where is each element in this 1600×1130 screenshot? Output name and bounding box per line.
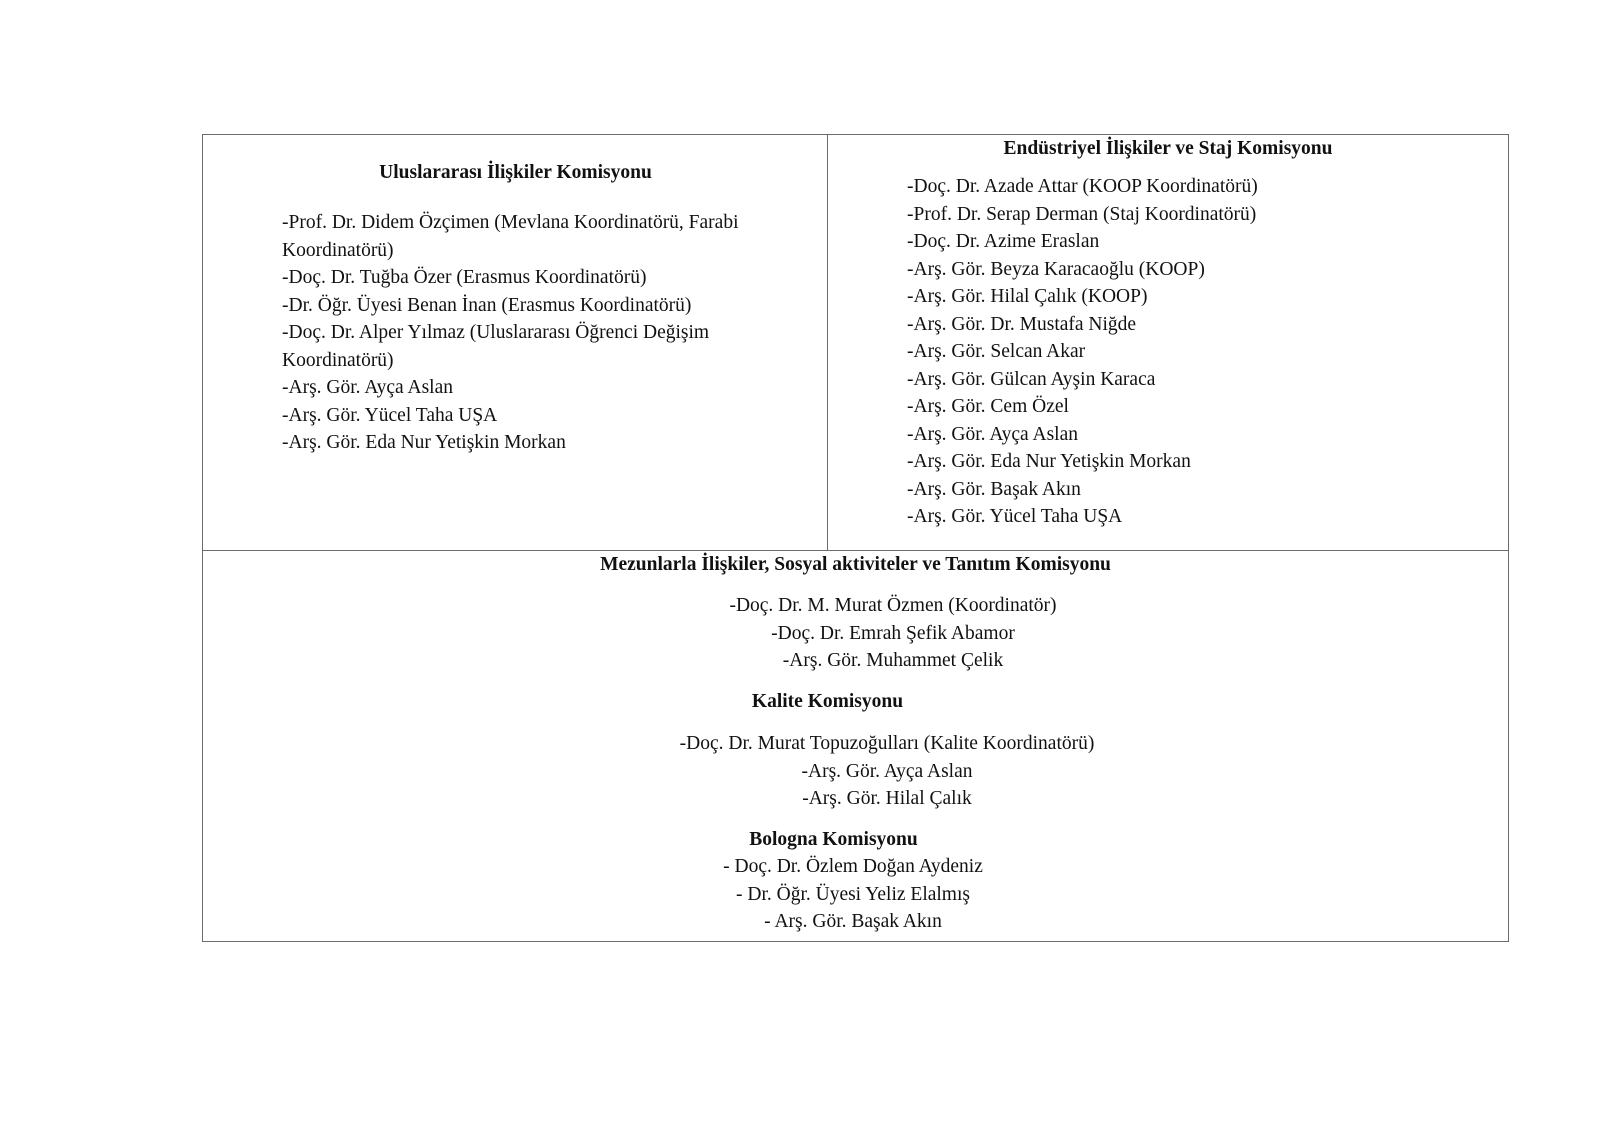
member-item: -Doç. Dr. Azade Attar (KOOP Koordinatörü) [907, 176, 1258, 197]
commission-table [202, 134, 1509, 942]
industrial-commission-title: Endüstriyel İlişkiler ve Staj Komisyonu [1003, 138, 1333, 159]
bologna-commission-title: Bologna Komisyonu [749, 829, 918, 850]
international-member-list [282, 209, 802, 457]
member-item: -Arş. Gör. Hilal Çalık [802, 788, 972, 809]
member-item: -Doç. Dr. Alper Yılmaz (Uluslararası Öğrenci Değişim Koordinatörü) [282, 322, 710, 371]
member-item: -Doç. Dr. Tuğba Özer (Erasmus Koordinatörü) [282, 267, 647, 288]
member-item: -Arş. Gör. Ayça Aslan [801, 760, 973, 782]
quality-commission-title-wrap [203, 688, 1508, 715]
member-item: -Doç. Dr. Murat Topuzoğulları (Kalite Koordinatörü) [679, 733, 1095, 754]
member-item: - Arş. Gör. Başak Akın [764, 911, 942, 932]
member-item: -Arş. Gör. Gülcan Ayşin Karaca [907, 368, 1156, 390]
member-item: -Arş. Gör. Muhammet Çelik [782, 650, 1004, 671]
member-item: -Arş. Gör. Selcan Akar [907, 341, 1086, 362]
quality-member-list [680, 730, 1095, 813]
member-item: -Prof. Dr. Didem Özçimen (Mevlana Koordinatörü, Farabi Koordinatörü) [282, 212, 739, 261]
member-item: -Doç. Dr. Emrah Şefik Abamor [771, 622, 1015, 644]
member-item: -Arş. Gör. Eda Nur Yetişkin Morkan [282, 432, 566, 453]
international-commission-cell [203, 135, 828, 550]
member-item: -Doç. Dr. Azime Eraslan [907, 231, 1100, 252]
member-item: -Arş. Gör. Ayça Aslan [907, 423, 1078, 445]
member-item: - Doç. Dr. Özlem Doğan Aydeniz [723, 856, 983, 877]
member-item: -Arş. Gör. Dr. Mustafa Niğde [907, 313, 1137, 335]
member-item: -Dr. Öğr. Üyesi Benan İnan (Erasmus Koordinatörü) [282, 294, 692, 316]
member-item: -Prof. Dr. Serap Derman (Staj Koordinatörü) [907, 203, 1257, 225]
member-item: -Arş. Gör. Hilal Çalık (KOOP) [907, 286, 1148, 307]
international-commission-title: Uluslararası İlişkiler Komisyonu [379, 162, 652, 183]
bologna-commission-title-wrap [203, 826, 1508, 853]
alumni-member-list [729, 592, 1056, 675]
member-item: -Doç. Dr. M. Murat Özmen (Koordinatör) [729, 595, 1057, 616]
member-item: -Arş. Gör. Cem Özel [907, 396, 1069, 417]
bologna-member-list [723, 853, 983, 936]
member-item: -Arş. Gör. Yücel Taha UŞA [907, 506, 1123, 527]
industrial-commission-cell [828, 135, 1508, 550]
member-item: -Arş. Gör. Beyza Karacaoğlu (KOOP) [907, 258, 1205, 280]
member-item: -Arş. Gör. Başak Akın [907, 478, 1081, 500]
quality-commission-title: Kalite Komisyonu [751, 691, 904, 712]
member-item: -Arş. Gör. Eda Nur Yetişkin Morkan [907, 451, 1191, 472]
alumni-commission-title: Mezunlarla İlişkiler, Sosyal aktiviteler ve Tanıtım Komisyonu [600, 554, 1111, 575]
bottom-commissions-cell [203, 550, 1508, 942]
industrial-member-list [907, 173, 1258, 531]
member-item: -Arş. Gör. Ayça Aslan [282, 377, 453, 398]
member-item: -Arş. Gör. Yücel Taha UŞA [282, 404, 498, 426]
member-item: - Dr. Öğr. Üyesi Yeliz Elalmış [735, 883, 970, 905]
